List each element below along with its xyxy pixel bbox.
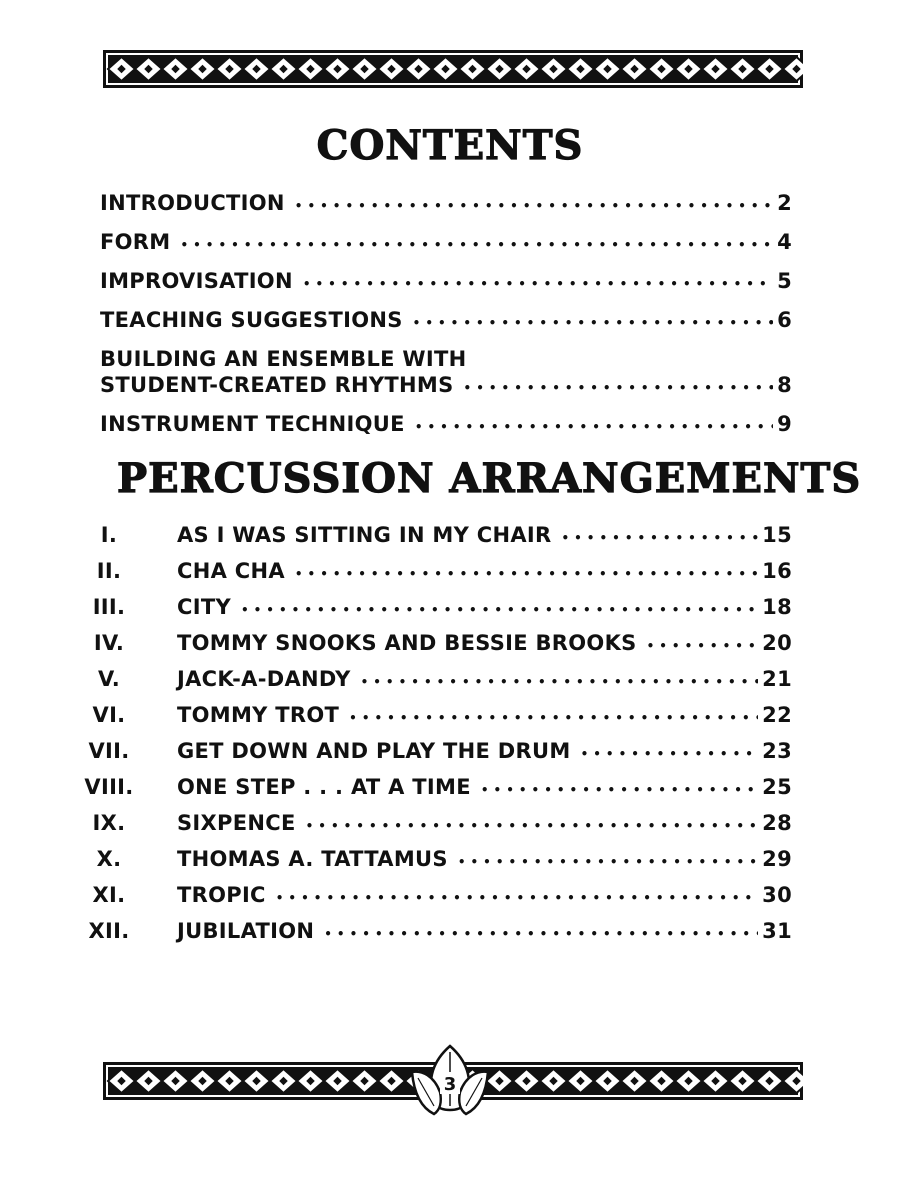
dot-leader — [361, 666, 759, 695]
roman-numeral: II. — [96, 559, 122, 583]
arrangement-entry-5[interactable] — [97, 666, 792, 702]
arrangement-title: TOMMY SNOOKS AND BESSIE BROOKS — [177, 631, 637, 655]
top-decorative-border — [103, 50, 803, 88]
roman-numeral: VI. — [92, 703, 126, 727]
arrangement-entry-8[interactable] — [84, 774, 792, 810]
dot-leader — [276, 882, 758, 911]
arrangement-page: 30 — [762, 883, 792, 907]
dot-leader — [241, 594, 758, 623]
arrangement-page: 21 — [762, 667, 792, 691]
arrangement-title: JUBILATION — [177, 919, 315, 943]
arrangement-page: 22 — [762, 703, 792, 727]
toc-entry-title: TEACHING SUGGESTIONS — [100, 308, 403, 332]
dot-leader — [581, 738, 759, 767]
percussion-arrangements-title: PERCUSSION ARRANGEMENTS — [117, 455, 862, 502]
toc-entry-page: 6 — [777, 308, 792, 332]
arrangement-title: GET DOWN AND PLAY THE DRUM — [177, 739, 571, 763]
arrangement-page: 28 — [762, 811, 792, 835]
arrangement-title: CITY — [177, 595, 231, 619]
arrangement-page: 15 — [762, 523, 792, 547]
diamond-pattern-border — [103, 50, 803, 88]
arrangement-title: SIXPENCE — [177, 811, 296, 835]
arrangement-entry-2[interactable] — [96, 558, 792, 594]
toc-entry-introduction[interactable] — [100, 190, 792, 219]
roman-numeral: X. — [96, 847, 122, 871]
arrangement-entry-12[interactable] — [88, 918, 792, 954]
dot-leader — [647, 630, 759, 659]
toc-entry-title: IMPROVISATION — [100, 269, 293, 293]
arrangement-page: 23 — [762, 739, 792, 763]
toc-entry-building-an-ensemble[interactable] — [100, 346, 792, 401]
arrangement-page: 16 — [762, 559, 792, 583]
roman-numeral: V. — [97, 667, 121, 691]
dot-leader — [415, 411, 773, 440]
toc-entry-form[interactable] — [100, 229, 792, 258]
toc-entry-page: 4 — [777, 230, 792, 254]
arrangement-title: ONE STEP . . . AT A TIME — [177, 775, 471, 799]
dot-leader — [306, 810, 759, 839]
dot-leader — [458, 846, 758, 875]
toc-entry-title-line1-row — [100, 346, 792, 372]
roman-numeral: XI. — [92, 883, 126, 907]
toc-entry-instrument-technique[interactable] — [100, 411, 792, 440]
arrangement-entry-4[interactable] — [93, 630, 792, 666]
arrangement-entry-10[interactable] — [96, 846, 792, 882]
dot-leader — [413, 307, 773, 336]
arrangement-entry-6[interactable] — [92, 702, 792, 738]
contents-title: CONTENTS — [316, 122, 584, 169]
arrangement-entry-11[interactable] — [92, 882, 792, 918]
arrangement-entry-1[interactable] — [100, 522, 792, 558]
arrangement-title: THOMAS A. TATTAMUS — [177, 847, 448, 871]
toc-entry-page: 8 — [777, 373, 792, 397]
arrangement-title: TOMMY TROT — [177, 703, 340, 727]
toc-entry-title: INSTRUMENT TECHNIQUE — [100, 412, 405, 436]
arrangement-entry-3[interactable] — [92, 594, 792, 630]
dot-leader — [303, 268, 773, 297]
toc-entry-page: 5 — [777, 269, 792, 293]
contents-list — [100, 190, 792, 450]
roman-numeral: VII. — [88, 739, 130, 763]
roman-numeral: XII. — [88, 919, 130, 943]
toc-entry-title-line2: STUDENT-CREATED RHYTHMS — [100, 373, 454, 397]
dot-leader — [464, 372, 774, 401]
arrangement-page: 18 — [762, 595, 792, 619]
leaf-icon — [404, 1042, 496, 1120]
arrangement-title: AS I WAS SITTING IN MY CHAIR — [177, 523, 552, 547]
arrangement-page: 31 — [762, 919, 792, 943]
roman-numeral: IV. — [93, 631, 125, 655]
arrangement-title: JACK-A-DANDY — [177, 667, 351, 691]
dot-leader — [561, 522, 758, 551]
arrangement-page: 25 — [762, 775, 792, 799]
dot-leader — [481, 774, 758, 803]
arrangement-page: 29 — [762, 847, 792, 871]
toc-entry-title: FORM — [100, 230, 171, 254]
toc-entry-title-line1: BUILDING AN ENSEMBLE WITH — [100, 347, 467, 371]
arrangement-page: 20 — [762, 631, 792, 655]
page-number: 3 — [443, 1074, 457, 1095]
dot-leader — [295, 190, 773, 219]
arrangement-title: TROPIC — [177, 883, 266, 907]
roman-numeral: VIII. — [84, 775, 134, 799]
roman-numeral: III. — [92, 595, 126, 619]
roman-numeral: I. — [100, 523, 118, 547]
dot-leader — [295, 558, 758, 587]
toc-entry-page: 9 — [777, 412, 792, 436]
toc-entry-teaching-suggestions[interactable] — [100, 307, 792, 336]
dot-leader — [180, 229, 773, 258]
arrangement-entry-7[interactable] — [88, 738, 792, 774]
leaf-ornament — [404, 1042, 496, 1120]
dot-leader — [349, 702, 758, 731]
arrangements-list — [84, 522, 792, 954]
toc-entry-improvisation[interactable] — [100, 268, 792, 297]
arrangement-title: CHA CHA — [177, 559, 285, 583]
arrangement-entry-9[interactable] — [92, 810, 792, 846]
toc-entry-page: 2 — [777, 191, 792, 215]
toc-entry-title: INTRODUCTION — [100, 191, 285, 215]
roman-numeral: IX. — [92, 811, 126, 835]
dot-leader — [324, 918, 758, 947]
